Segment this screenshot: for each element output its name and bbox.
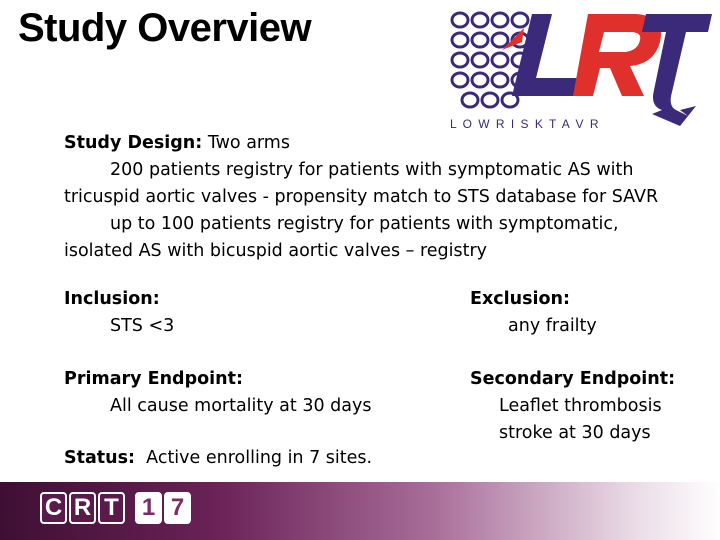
- slide-title: Study Overview: [18, 6, 312, 50]
- primary-endpoint-label: Primary Endpoint:: [64, 369, 243, 389]
- crt-digit-7: 7: [164, 492, 191, 524]
- logo-tagline: L O W R I S K T A V R: [450, 117, 600, 131]
- status-label: Status:: [64, 448, 136, 468]
- study-design-block: [64, 130, 658, 265]
- footer-bar: [0, 482, 720, 540]
- secondary-endpoint-block: [470, 366, 675, 447]
- arm2-line1: up to 100 patients registry for patients with symptomatic,: [110, 214, 619, 234]
- status-value: Active enrolling in 7 sites.: [135, 448, 373, 468]
- inclusion-block: [64, 286, 174, 340]
- study-design-label: Study Design:: [64, 133, 203, 153]
- letter-t-mark: [642, 14, 712, 126]
- status-block: [64, 445, 372, 472]
- crt-letter-c: C: [40, 492, 67, 524]
- secondary-endpoint-line2: stroke at 30 days: [499, 423, 651, 443]
- exclusion-value: any frailty: [508, 316, 597, 336]
- crt-letter-t: T: [98, 492, 125, 524]
- inclusion-value: STS <3: [110, 316, 175, 336]
- study-design-value: Two arms: [202, 133, 290, 153]
- secondary-endpoint-line1: Leaflet thrombosis: [499, 396, 662, 416]
- primary-endpoint-value: All cause mortality at 30 days: [110, 396, 372, 416]
- arm1-line2: tricuspid aortic valves - propensity match to STS database for SAVR: [64, 187, 659, 207]
- lrt-logo: [440, 6, 712, 134]
- primary-endpoint-block: [64, 366, 371, 420]
- crt-letter-r: R: [69, 492, 96, 524]
- inclusion-label: Inclusion:: [64, 289, 160, 309]
- exclusion-label: Exclusion:: [470, 289, 570, 309]
- arm2-line2: isolated AS with bicuspid aortic valves – registry: [64, 241, 488, 261]
- exclusion-block: [470, 286, 597, 340]
- secondary-endpoint-label: Secondary Endpoint:: [470, 369, 676, 389]
- arm1-line1: 200 patients registry for patients with symptomatic AS with: [110, 160, 634, 180]
- study-design-header: [64, 130, 658, 157]
- crt17-logo: [40, 492, 191, 524]
- crt-digit-1: 1: [135, 492, 162, 524]
